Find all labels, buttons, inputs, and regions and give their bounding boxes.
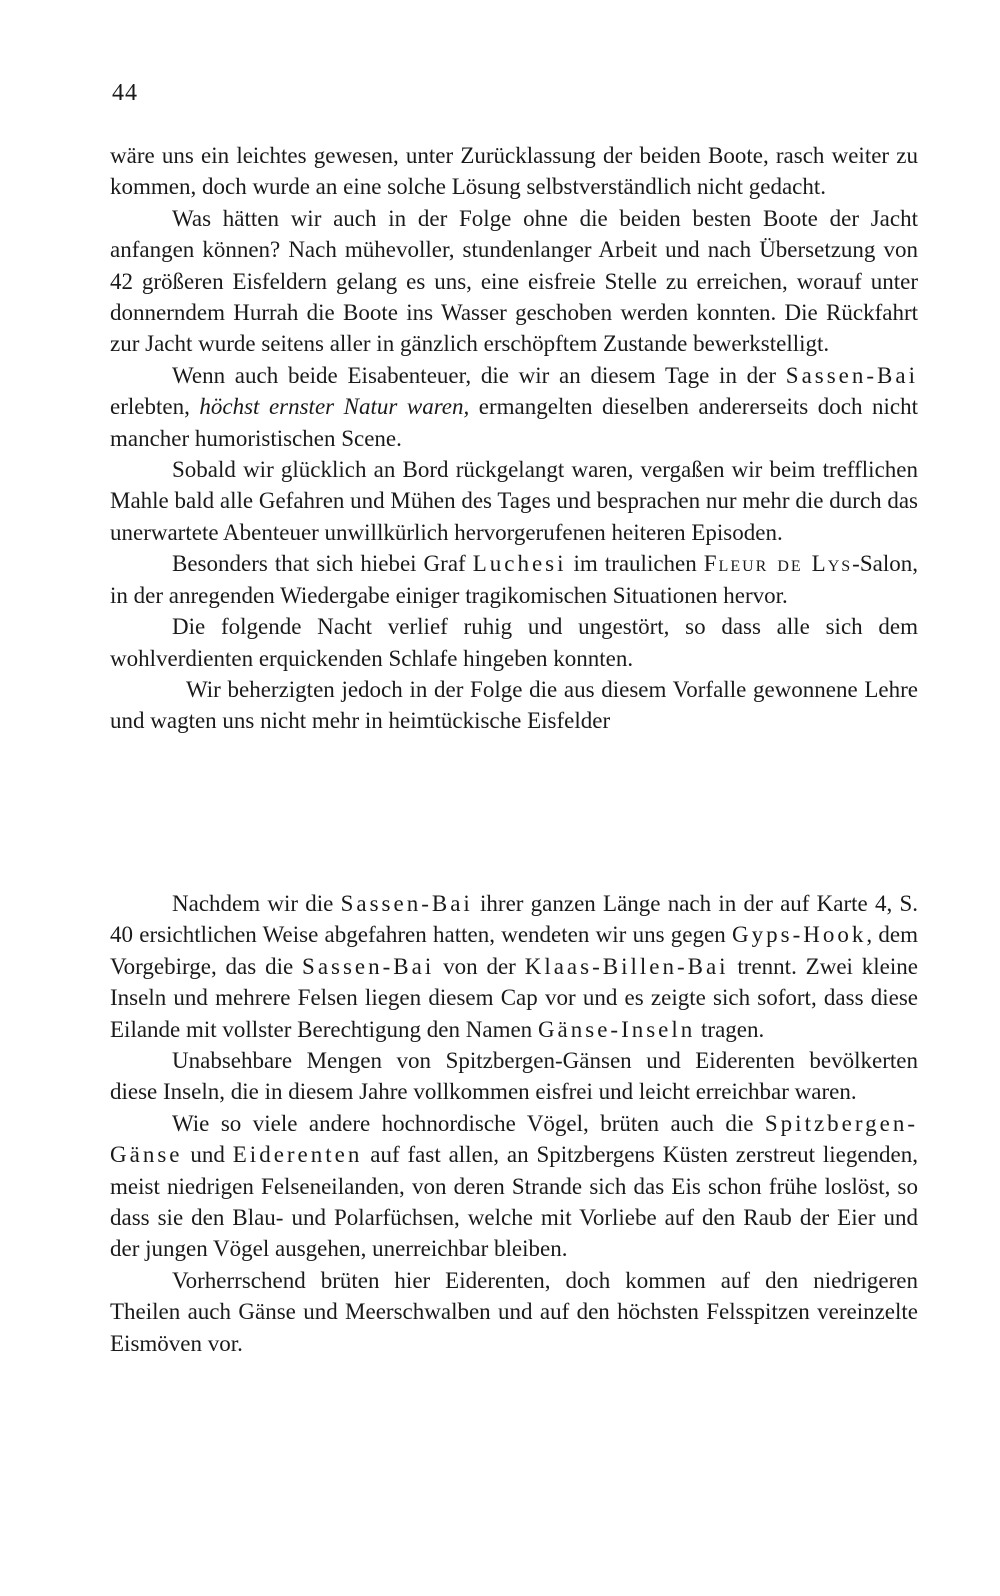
paragraph-text: und — [182, 1142, 233, 1168]
text-section-2 — [110, 888, 918, 1359]
paragraph-text: erlebten, — [110, 394, 200, 420]
emphasized-text: Klaas-Billen-Bai — [524, 953, 729, 979]
emphasized-text: Sassen-Bai — [785, 362, 918, 388]
paragraph — [110, 548, 918, 611]
paragraph-text: , dem Vorgebirge, das die — [110, 922, 918, 979]
paragraph-text: auf fast allen, an Spitzbergens Küsten zerstreut liegenden, meist niedrigen Felseneilanden, von deren Strande sich das Eis schon frühe loslöst, so dass sie den Blau- und Polarfüchsen, welche mit Vorliebe auf den Raub der Eier und der jungen Vögel ausgehen, unerreichbar bleiben. — [110, 1142, 919, 1262]
paragraph-text: Unabsehbare Mengen von Spitzbergen-Gänsen und Eiderenten bevölkerten diese Inseln, die in diesem Jahre vollkommen eisfrei und leicht erreichbar waren. — [110, 1048, 918, 1105]
paragraph-text: Vorherrschend brüten hier Eiderenten, doch kommen auf den niedrigeren Theilen auch Gänse und Meerschwalben und auf den höchsten Felsspitzen vereinzelte Eismöven vor. — [110, 1267, 918, 1356]
paragraph — [110, 203, 918, 360]
paragraph-text: ihrer ganzen Länge nach in der auf Karte 4, S. 40 ersichtlichen Weise abgefahren hatten, wendeten wir uns gegen — [110, 891, 918, 948]
paragraph — [110, 140, 918, 203]
paragraph — [110, 611, 918, 674]
paragraph — [110, 1045, 918, 1108]
paragraph-text: Sobald wir glücklich an Bord rückgelangt waren, vergaßen wir beim trefflichen Mahle bald alle Gefahren und Mühen des Tages und besprachen nur mehr die durch das unerwartete Abenteuer unwillkürlich hervorgerufenen heiteren Episoden. — [110, 457, 918, 545]
page-number: 44 — [112, 80, 138, 106]
paragraph-text: ermangelten dieselben andererseits doch nicht mancher humoristischen Scene. — [110, 394, 918, 451]
paragraph — [110, 1265, 918, 1359]
paragraph — [110, 360, 918, 454]
paragraph — [110, 888, 918, 1045]
paragraph-text: -Salon, in der anregenden Wiedergabe einiger tragikomischen Situationen hervor. — [110, 551, 918, 608]
emphasized-text: höchst ernster Natur waren, — [199, 394, 470, 420]
paragraph — [110, 1108, 918, 1265]
emphasized-text: Eiderenten — [232, 1142, 363, 1168]
text-section-1 — [110, 140, 918, 737]
paragraph-text: tragen. — [695, 1016, 765, 1042]
paragraph-text: trennt. Zwei kleine Inseln und mehrere Felsen liegen diesem Cap vor und es zeigte sich sofort, dass diese Eilande mit vollster Berechtigung den Namen — [110, 953, 918, 1042]
paragraph-text: Was hätten wir auch in der Folge ohne die beiden besten Boote der Jacht anfangen können? Nach mühevoller, stundenlanger Arbeit und nach Übersetzung von 42 größeren Eisfeldern gelang es uns, eine eisfreie Stelle zu erreichen, worauf unter donnerndem Hurrah die Boote ins Wasser geschoben werden konnten. Die Rückfahrt zur Jacht wurde seitens aller in gänzlich erschöpftem Zustande bewerkstelligt. — [110, 205, 918, 357]
emphasized-text: Luchesi — [472, 551, 567, 577]
paragraph-text: Wir beherzigten jedoch in der Folge die aus diesem Vorfalle gewonnene Lehre und wagten uns nicht mehr in heimtückische Eisfelder — [110, 676, 918, 734]
emphasized-text: Fleur de Lys — [703, 551, 853, 577]
emphasized-text: Sassen-Bai — [302, 953, 435, 979]
paragraph-text: im traulichen — [566, 551, 704, 577]
paragraph — [110, 674, 918, 737]
emphasized-text: Gyps-Hook — [732, 922, 867, 948]
emphasized-text: Spitzbergen-Gänse — [110, 1110, 918, 1168]
paragraph-text: von der — [434, 953, 525, 979]
emphasized-text: Sassen-Bai — [340, 891, 473, 916]
emphasized-text: Gänse-Inseln — [537, 1016, 696, 1042]
paragraph-text: Nachdem wir die — [172, 891, 341, 916]
paragraph — [110, 454, 918, 548]
paragraph-text: Wenn auch beide Eisabenteuer, die wir an diesem Tage in der — [172, 362, 786, 388]
paragraph-text: Die folgende Nacht verlief ruhig und ungestört, so dass alle sich dem wohlverdienten erquickenden Schlafe hingeben konnten. — [110, 614, 918, 671]
paragraph-text: wäre uns ein leichtes gewesen, unter Zurücklassung der beiden Boote, rasch weiter zu kommen, doch wurde an eine solche Lösung selbstverständlich nicht gedacht. — [110, 143, 918, 200]
paragraph-text: Wie so viele andere hochnordische Vögel, brüten auch die — [172, 1110, 765, 1136]
paragraph-text: Besonders that sich hiebei Graf — [172, 551, 473, 577]
